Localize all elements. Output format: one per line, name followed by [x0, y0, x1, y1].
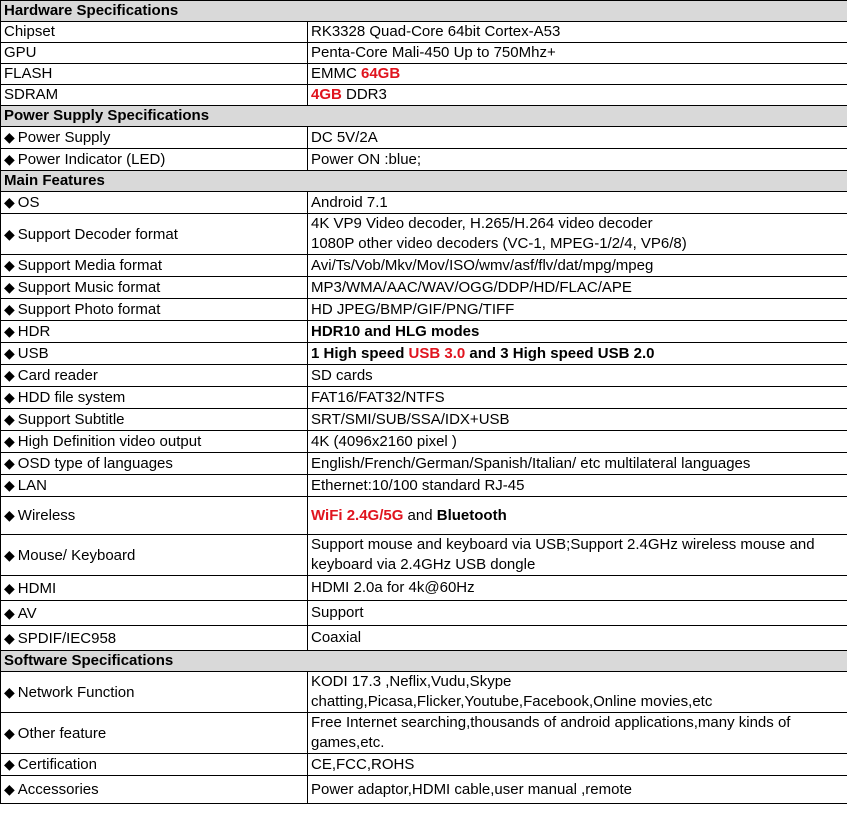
diamond-bullet-icon: ◆ [4, 546, 15, 563]
spec-value: Coaxial [308, 626, 847, 651]
section-header-power [1, 106, 847, 127]
spec-label: ◆ SPDIF/IEC958 [1, 626, 308, 651]
spec-label: SDRAM [1, 85, 308, 106]
diamond-bullet-icon: ◆ [4, 389, 15, 405]
spec-label: ◆ Card reader [1, 365, 308, 387]
spec-label: ◆ Other feature [1, 713, 308, 754]
spec-label: ◆ Mouse/ Keyboard [1, 535, 308, 576]
diamond-bullet-icon: ◆ [4, 604, 15, 621]
spec-value: Power adaptor,HDMI cable,user manual ,remote [308, 776, 847, 804]
spec-value: Power ON :blue; [308, 149, 847, 171]
spec-label: ◆ OSD type of languages [1, 453, 308, 475]
spec-label: ◆ Support Media format [1, 255, 308, 277]
diamond-bullet-icon: ◆ [4, 129, 15, 145]
table-row [1, 365, 847, 387]
table-row [1, 776, 847, 804]
diamond-bullet-icon: ◆ [4, 257, 15, 273]
diamond-bullet-icon: ◆ [4, 411, 15, 427]
diamond-bullet-icon: ◆ [4, 323, 15, 339]
diamond-bullet-icon: ◆ [4, 433, 15, 449]
table-row [1, 149, 847, 171]
spec-label: ◆ Power Supply [1, 127, 308, 149]
table-row [1, 672, 847, 713]
table-row [1, 713, 847, 754]
spec-value: SD cards [308, 365, 847, 387]
section-title: Software Specifications [1, 651, 847, 672]
spec-label: FLASH [1, 64, 308, 85]
spec-value: Ethernet:10/100 standard RJ-45 [308, 475, 847, 497]
section-title: Hardware Specifications [1, 1, 847, 22]
spec-value: English/French/German/Spanish/Italian/ etc multilateral languages [308, 453, 847, 475]
diamond-bullet-icon: ◆ [4, 367, 15, 383]
spec-value: SRT/SMI/SUB/SSA/IDX+USB [308, 409, 847, 431]
diamond-bullet-icon: ◆ [4, 455, 15, 471]
spec-value: WiFi 2.4G/5G and Bluetooth [308, 497, 847, 535]
table-row [1, 576, 847, 601]
spec-label: ◆ AV [1, 601, 308, 626]
table-row [1, 214, 847, 255]
spec-value: DC 5V/2A [308, 127, 847, 149]
spec-value: FAT16/FAT32/NTFS [308, 387, 847, 409]
highlight-text: 4GB [311, 86, 342, 103]
spec-value [308, 64, 847, 85]
spec-label: GPU [1, 43, 308, 64]
spec-label: ◆ Support Photo format [1, 299, 308, 321]
spec-value: Penta-Core Mali-450 Up to 750Mhz+ [308, 43, 847, 64]
table-row [1, 387, 847, 409]
spec-value: RK3328 Quad-Core 64bit Cortex-A53 [308, 22, 847, 43]
diamond-bullet-icon: ◆ [4, 345, 15, 361]
diamond-bullet-icon: ◆ [4, 756, 15, 772]
section-title: Main Features [1, 171, 847, 192]
spec-value: Free Internet searching,thousands of android applications,many kinds of games,etc. [308, 713, 847, 754]
table-row [1, 409, 847, 431]
value-text: DDR3 [341, 86, 387, 103]
section-header-hardware [1, 1, 847, 22]
spec-value: Support mouse and keyboard via USB;Support 2.4GHz wireless mouse and keyboard via 2.4GHz USB dongle [308, 535, 847, 576]
table-row [1, 343, 847, 365]
table-row [1, 85, 847, 106]
diamond-bullet-icon: ◆ [4, 194, 15, 210]
spec-value: CE,FCC,ROHS [308, 754, 847, 776]
table-row [1, 453, 847, 475]
highlight-text: WiFi 2.4G/5G [311, 506, 404, 524]
spec-value: 1 High speed USB 3.0 and 3 High speed USB 2.0 [308, 343, 847, 365]
spec-label: ◆ Support Decoder format [1, 214, 308, 255]
section-header-software [1, 651, 847, 672]
table-row [1, 497, 847, 535]
spec-label: ◆ Wireless [1, 497, 308, 535]
highlight-text: USB 3.0 [408, 344, 466, 362]
diamond-bullet-icon: ◆ [4, 507, 15, 523]
spec-label: ◆ Accessories [1, 776, 308, 804]
table-row [1, 321, 847, 343]
spec-label: ◆ Power Indicator (LED) [1, 149, 308, 171]
diamond-bullet-icon: ◆ [4, 225, 15, 242]
value-text: EMMC [311, 65, 361, 82]
spec-label: ◆ LAN [1, 475, 308, 497]
spec-value [308, 85, 847, 106]
spec-value: 4K VP9 Video decoder, H.265/H.264 video decoder 1080P other video decoders (VC-1, MPEG-1/2/4, VP6/8) [308, 214, 847, 255]
diamond-bullet-icon: ◆ [4, 724, 15, 741]
table-row [1, 127, 847, 149]
spec-value: 4K (4096x2160 pixel ) [308, 431, 847, 453]
spec-label: ◆ OS [1, 192, 308, 214]
spec-value: Avi/Ts/Vob/Mkv/Mov/ISO/wmv/asf/flv/dat/mpg/mpeg [308, 255, 847, 277]
section-header-main-features [1, 171, 847, 192]
spec-label: ◆ High Definition video output [1, 431, 308, 453]
table-row [1, 535, 847, 576]
spec-value: HDMI 2.0a for 4k@60Hz [308, 576, 847, 601]
table-row [1, 431, 847, 453]
diamond-bullet-icon: ◆ [4, 279, 15, 295]
spec-label: ◆ Certification [1, 754, 308, 776]
spec-label: ◆ Support Subtitle [1, 409, 308, 431]
spec-label: ◆ HDD file system [1, 387, 308, 409]
diamond-bullet-icon: ◆ [4, 683, 15, 700]
table-row [1, 475, 847, 497]
diamond-bullet-icon: ◆ [4, 781, 15, 797]
spec-value: MP3/WMA/AAC/WAV/OGG/DDP/HD/FLAC/APE [308, 277, 847, 299]
spec-value: KODI 17.3 ,Neflix,Vudu,Skype chatting,Picasa,Flicker,Youtube,Facebook,Online movies,etc [308, 672, 847, 713]
spec-label: ◆ Support Music format [1, 277, 308, 299]
spec-label: ◆ Network Function [1, 672, 308, 713]
table-row [1, 754, 847, 776]
diamond-bullet-icon: ◆ [4, 301, 15, 317]
table-row [1, 255, 847, 277]
spec-value: HD JPEG/BMP/GIF/PNG/TIFF [308, 299, 847, 321]
highlight-text: 64GB [361, 65, 401, 82]
spec-label: ◆ HDR [1, 321, 308, 343]
spec-label: ◆ USB [1, 343, 308, 365]
diamond-bullet-icon: ◆ [4, 629, 15, 646]
spec-label: Chipset [1, 22, 308, 43]
diamond-bullet-icon: ◆ [4, 477, 15, 493]
table-row [1, 601, 847, 626]
table-row [1, 192, 847, 214]
spec-value: Support [308, 601, 847, 626]
table-row [1, 43, 847, 64]
diamond-bullet-icon: ◆ [4, 579, 15, 596]
diamond-bullet-icon: ◆ [4, 151, 15, 167]
table-row [1, 299, 847, 321]
table-row [1, 277, 847, 299]
table-row [1, 64, 847, 85]
spec-value: HDR10 and HLG modes [308, 321, 847, 343]
spec-value: Android 7.1 [308, 192, 847, 214]
table-row [1, 22, 847, 43]
section-title: Power Supply Specifications [1, 106, 847, 127]
table-row [1, 626, 847, 651]
spec-label: ◆ HDMI [1, 576, 308, 601]
